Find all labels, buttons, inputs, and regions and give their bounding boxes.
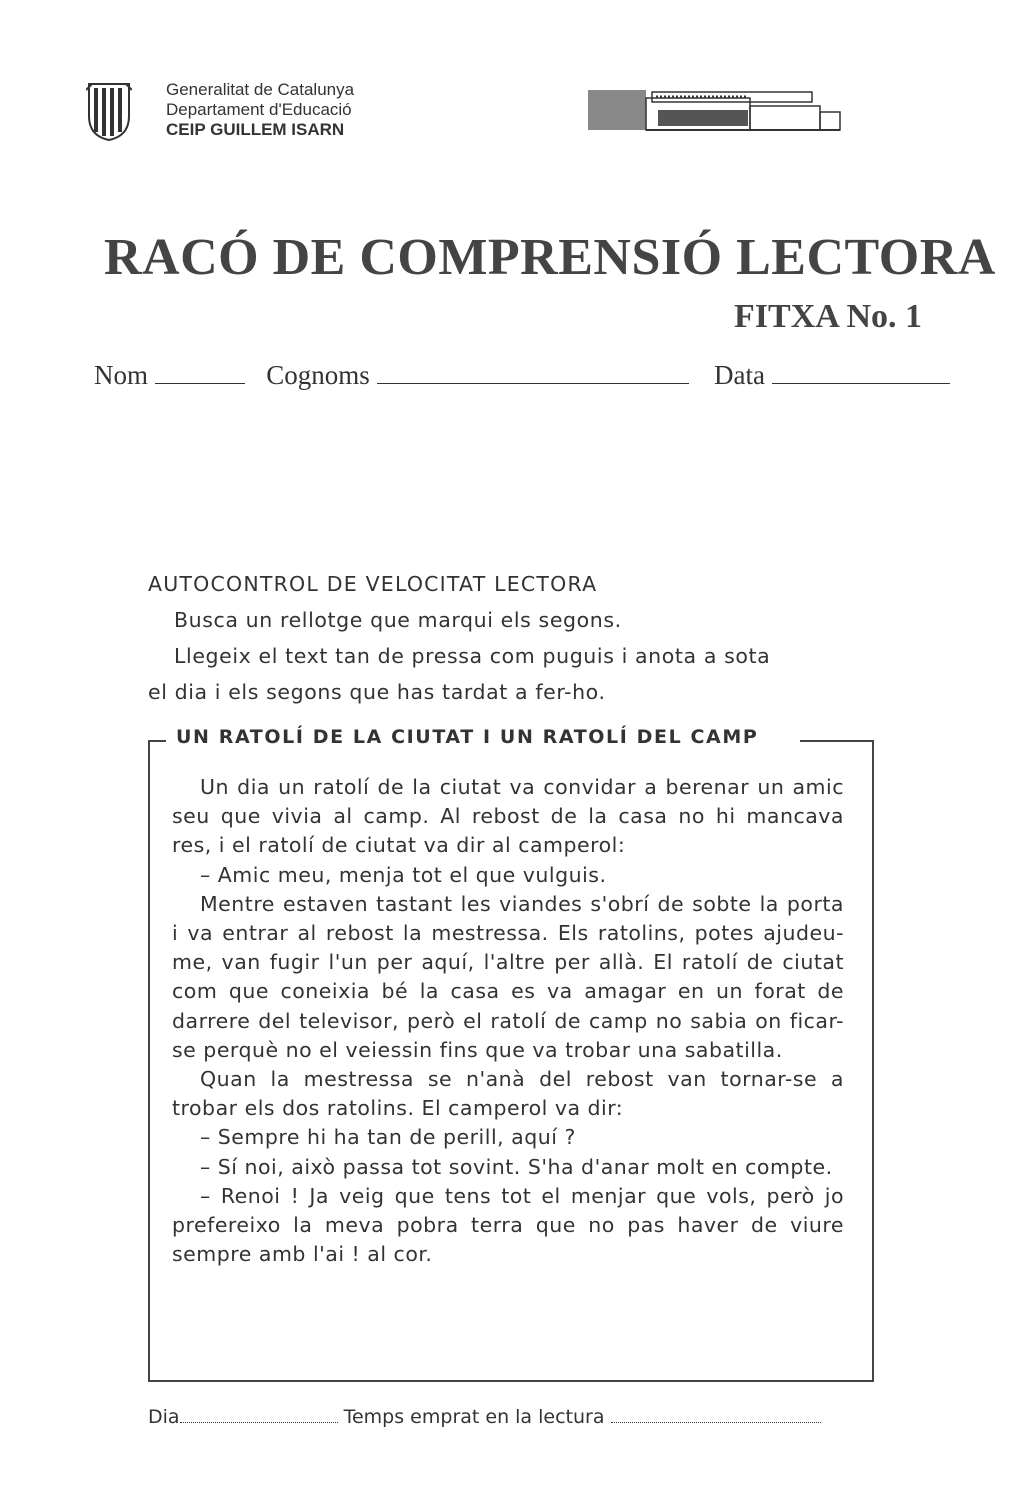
generalitat-logo-icon [86, 80, 132, 142]
reading-log [148, 1404, 821, 1428]
story-paragraph-1: Un dia un ratolí de la ciutat va convidar a berenar un amic seu que vivia al camp. Al rebost de la casa no hi mancava res, i el ratolí de ciutat va dir al camperol: [172, 775, 844, 858]
org-line-1: Generalitat de Catalunya [166, 80, 355, 99]
instructions-line-3: el dia i els segons que has tardat a fer-ho. [148, 680, 606, 704]
instructions-line-2: Llegeix el text tan de pressa com puguis i anota a sota [174, 644, 771, 668]
org-line-2: Departament d'Educació [166, 100, 352, 119]
story-paragraph-5: – Sempre hi ha tan de perill, aquí ? [200, 1125, 576, 1150]
name-label: Nom [94, 360, 148, 390]
story-title: UN RATOLÍ DE LA CIUTAT I UN RATOLÍ DEL CAMP [176, 726, 759, 748]
story-text [172, 773, 844, 1269]
surname-field[interactable] [377, 361, 689, 384]
instructions-line-1: Busca un rellotge que marqui els segons. [174, 608, 622, 632]
surname-label: Cognoms [266, 360, 370, 390]
story-box-top-border-right [800, 740, 872, 742]
page-title: RACÓ DE COMPRENSIÓ LECTORA [104, 229, 996, 286]
story-box-top-border-left [148, 740, 166, 742]
time-field[interactable] [611, 1404, 821, 1423]
instructions-heading: AUTOCONTROL DE VELOCITAT LECTORA [148, 572, 598, 596]
day-label: Dia [148, 1406, 180, 1428]
school-building-image [586, 84, 842, 134]
story-paragraph-2: – Amic meu, menja tot el que vulguis. [200, 862, 607, 887]
instructions [148, 566, 888, 710]
story-paragraph-6: – Sí noi, això passa tot sovint. S'ha d'anar molt en compte. [200, 1154, 833, 1179]
time-label: Temps emprat en la lectura [343, 1406, 605, 1428]
organization-block [166, 80, 354, 140]
story-paragraph-3: Mentre estaven tastant les viandes s'obrí de sobte la porta i va entrar al rebost la mestressa. Els ratolins, potes ajudeu-me, van fugir l'un per aquí, l'altre per allà. El ratolí de ciutat com que coneixia bé la casa es va amagar en un forat de darrere del televisor, però el ratolí de camp no sabia on ficar-se perquè no el veiessin fins que va trobar una sabatilla. [172, 891, 844, 1062]
date-label: Data [714, 360, 765, 390]
student-fields [94, 360, 950, 391]
story-paragraph-4: Quan la mestressa se n'anà del rebost van tornar-se a trobar els dos ratolins. El camperol va dir: [172, 1067, 844, 1121]
school-name: CEIP GUILLEM ISARN [166, 120, 345, 139]
worksheet-number: FITXA No. 1 [734, 298, 922, 335]
name-field[interactable] [155, 361, 245, 384]
story-paragraph-7: – Renoi ! Ja veig que tens tot el menjar que vols, però jo prefereixo la meva pobra terra que no pas haver de viure sempre amb l'ai ! al cor. [172, 1183, 844, 1267]
date-field[interactable] [772, 361, 950, 384]
day-field[interactable] [180, 1404, 338, 1423]
